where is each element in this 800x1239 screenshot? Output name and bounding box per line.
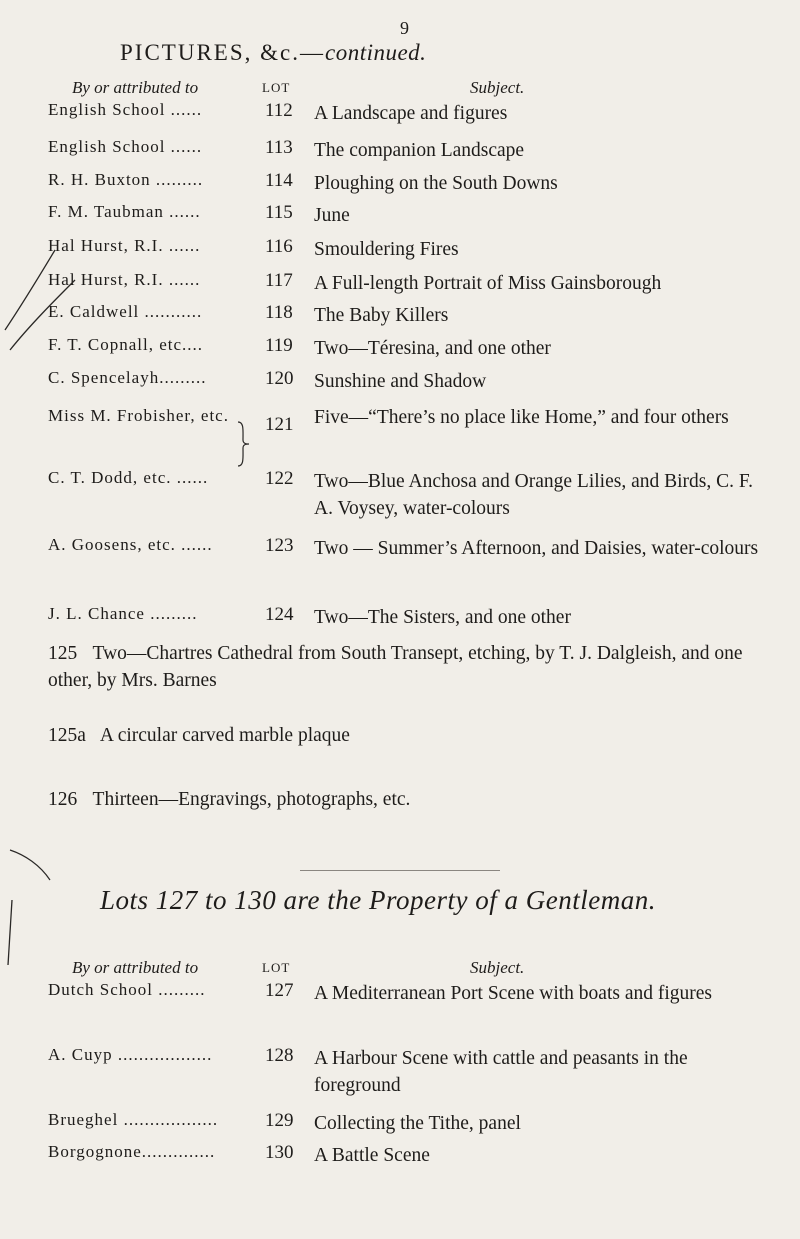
margin-pencil-mark bbox=[0, 820, 60, 900]
artist-name: Hal Hurst, R.I. ...... bbox=[48, 236, 201, 255]
lot-number: 124 bbox=[265, 604, 294, 625]
artist-name: Hal Hurst, R.I. ...... bbox=[48, 270, 201, 289]
lot-text: A circular carved marble plaque bbox=[99, 725, 350, 746]
artist-name: R. H. Buxton ......... bbox=[48, 170, 204, 189]
artist-name: Dutch School ......... bbox=[48, 980, 206, 999]
artist-name: C. T. Dodd, etc. ...... bbox=[48, 468, 209, 487]
lot-subject: A Battle Scene bbox=[314, 1145, 430, 1166]
page-number: 9 bbox=[400, 18, 409, 38]
lot-subject: The Baby Killers bbox=[314, 305, 449, 326]
lot-subject: Smouldering Fires bbox=[314, 239, 459, 260]
lot-number: 120 bbox=[265, 368, 294, 389]
heading-continued: continued. bbox=[324, 40, 427, 65]
column-header-subject: Subject. bbox=[470, 958, 525, 977]
lot-text: Two—Chartres Cathedral from South Transept, etching, by T. J. Dalgleish, and one other, by Mrs. Barnes bbox=[48, 643, 743, 691]
lot-number: 128 bbox=[265, 1045, 294, 1066]
artist-name: Miss M. Frobisher, etc. bbox=[48, 406, 229, 425]
column-header-subject: Subject. bbox=[470, 78, 525, 97]
full-width-row bbox=[48, 786, 778, 813]
lot-number: 114 bbox=[265, 170, 293, 191]
lot-subject: A Mediterranean Port Scene with boats and figures bbox=[314, 983, 713, 1004]
margin-pencil-mark bbox=[0, 895, 20, 975]
lot-number: 113 bbox=[265, 137, 293, 158]
lot-number: 129 bbox=[265, 1110, 294, 1131]
lot-subject: Two — Summer’s Afternoon, and Daisies, water-colours bbox=[314, 538, 759, 559]
lot-subject: Sunshine and Shadow bbox=[314, 371, 487, 392]
lot-number: 117 bbox=[265, 270, 293, 291]
artist-name: J. L. Chance ......... bbox=[48, 604, 198, 623]
column-header-by: By or attributed to bbox=[72, 958, 199, 977]
lot-subject: The companion Landscape bbox=[314, 140, 525, 161]
lot-number: 121 bbox=[265, 414, 294, 435]
lot-number: 112 bbox=[265, 100, 293, 121]
lot-number: 115 bbox=[265, 202, 293, 223]
lot-subject: A Full-length Portrait of Miss Gainsborough bbox=[314, 273, 662, 294]
margin-pencil-mark bbox=[0, 240, 90, 370]
artist-name: A. Goosens, etc. ...... bbox=[48, 535, 213, 554]
artist-name: English School ...... bbox=[48, 137, 203, 156]
full-width-row bbox=[48, 722, 778, 749]
lot-subject: Two—Téresina, and one other bbox=[314, 338, 551, 359]
artist-name: A. Cuyp .................. bbox=[48, 1045, 213, 1064]
lot-text: Thirteen—Engravings, photographs, etc. bbox=[92, 789, 411, 810]
lot-subject: Two—The Sisters, and one other bbox=[314, 607, 571, 628]
lot-number: 125a bbox=[48, 725, 86, 746]
lot-number: 116 bbox=[265, 236, 293, 257]
artist-name: Brueghel .................. bbox=[48, 1110, 219, 1129]
lot-subject: June bbox=[314, 205, 350, 226]
column-header-lot: LOT bbox=[262, 960, 291, 975]
column-header-lot: LOT bbox=[262, 80, 291, 95]
section-title: Lots 127 to 130 are the Property of a Gentleman. bbox=[100, 885, 656, 915]
artist-name: F. M. Taubman ...... bbox=[48, 202, 201, 221]
full-width-row bbox=[48, 640, 778, 694]
lot-number: 130 bbox=[265, 1142, 294, 1163]
artist-name: English School ...... bbox=[48, 100, 203, 119]
lot-subject: Five—“There’s no place like Home,” and four others bbox=[314, 407, 729, 428]
lot-number: 126 bbox=[48, 789, 78, 810]
column-header-by: By or attributed to bbox=[72, 78, 199, 97]
brace-mark bbox=[235, 420, 251, 468]
lot-number: 123 bbox=[265, 535, 294, 556]
artist-name: C. Spencelayh......... bbox=[48, 368, 207, 387]
lot-number: 125 bbox=[48, 643, 78, 664]
heading-main: PICTURES, &c.— bbox=[120, 40, 325, 65]
lot-subject: Ploughing on the South Downs bbox=[314, 173, 558, 194]
lot-subject: Collecting the Tithe, panel bbox=[314, 1113, 521, 1134]
lot-number: 118 bbox=[265, 302, 293, 323]
lot-subject: A Landscape and figures bbox=[314, 103, 508, 124]
lot-number: 122 bbox=[265, 468, 294, 489]
lot-number: 119 bbox=[265, 335, 293, 356]
lot-number: 127 bbox=[265, 980, 294, 1001]
artist-name: E. Caldwell ........... bbox=[48, 302, 203, 321]
artist-name: Borgognone.............. bbox=[48, 1142, 216, 1161]
section-divider bbox=[300, 870, 500, 871]
artist-name: F. T. Copnall, etc.... bbox=[48, 335, 204, 354]
lot-subject: Two—Blue Anchosa and Orange Lilies, and Birds, C. F. A. Voysey, water-colours bbox=[314, 471, 754, 519]
lot-subject: A Harbour Scene with cattle and peasants in the foreground bbox=[314, 1048, 688, 1096]
page-heading bbox=[120, 40, 426, 66]
